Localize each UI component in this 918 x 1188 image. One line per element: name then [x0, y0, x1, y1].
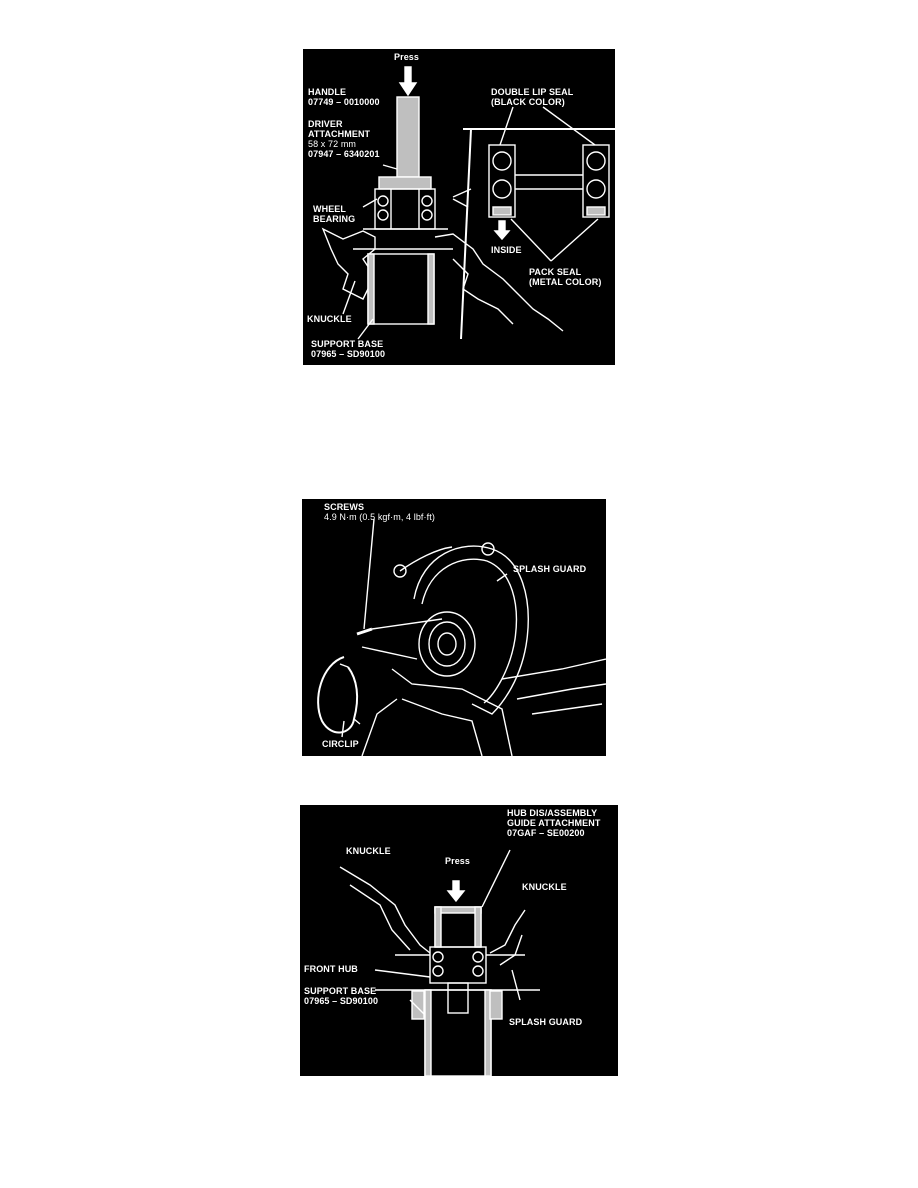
- press-arrow-icon: [448, 881, 464, 901]
- driver-attachment-label: DRIVER ATTACHMENT 58 x 72 mm 07947 – 6340201: [308, 119, 380, 159]
- wheel-bearing-press-illustration: [303, 49, 615, 365]
- splash-guard-drawing: [302, 499, 606, 756]
- circlip-shape: [318, 657, 357, 733]
- inside-arrow-icon: [495, 221, 509, 239]
- knuckle-label: KNUCKLE: [307, 314, 352, 324]
- wheel-bearing-label: WHEEL BEARING: [313, 204, 356, 224]
- front-hub-press-illustration: [300, 805, 618, 1076]
- circlip-label: CIRCLIP: [322, 739, 359, 749]
- knuckle-right-label: KNUCKLE: [522, 882, 567, 892]
- front-hub-label: FRONT HUB: [304, 964, 358, 974]
- splash-guard-label: SPLASH GUARD: [513, 564, 587, 574]
- splash-guard-shape: [414, 546, 528, 714]
- knuckle-left-label: KNUCKLE: [346, 846, 391, 856]
- support-base-shape: [368, 254, 434, 324]
- pack-seal-label: PACK SEAL (METAL COLOR): [529, 267, 602, 287]
- support-base-label: SUPPORT BASE 07965 – SD90100: [304, 986, 379, 1006]
- support-base-shape: [425, 990, 491, 1076]
- splash-guard-label: SPLASH GUARD: [509, 1017, 583, 1027]
- inset-bearing-right: [583, 145, 609, 217]
- splash-guard-illustration: [302, 499, 606, 756]
- press-arrow-icon: [400, 67, 416, 95]
- inside-label: INSIDE: [491, 245, 522, 255]
- driver-attachment-shape: [379, 177, 431, 189]
- screws-label: SCREWS 4.9 N·m (0.5 kgf·m, 4 lbf·ft): [324, 502, 435, 522]
- handle-shape: [397, 97, 419, 177]
- double-lip-seal-label: DOUBLE LIP SEAL (BLACK COLOR): [491, 87, 574, 107]
- press-label: Press: [445, 856, 471, 866]
- support-base-label: SUPPORT BASE 07965 – SD90100: [311, 339, 386, 359]
- inset-bearing-left: [489, 145, 515, 217]
- hub-attachment-label: HUB DIS/ASSEMBLY GUIDE ATTACHMENT 07GAF – SE00200: [507, 808, 601, 838]
- handle-label: HANDLE 07749 – 0010000: [308, 87, 380, 107]
- wheel-bearing-shape: [375, 189, 435, 229]
- press-label: Press: [394, 52, 420, 62]
